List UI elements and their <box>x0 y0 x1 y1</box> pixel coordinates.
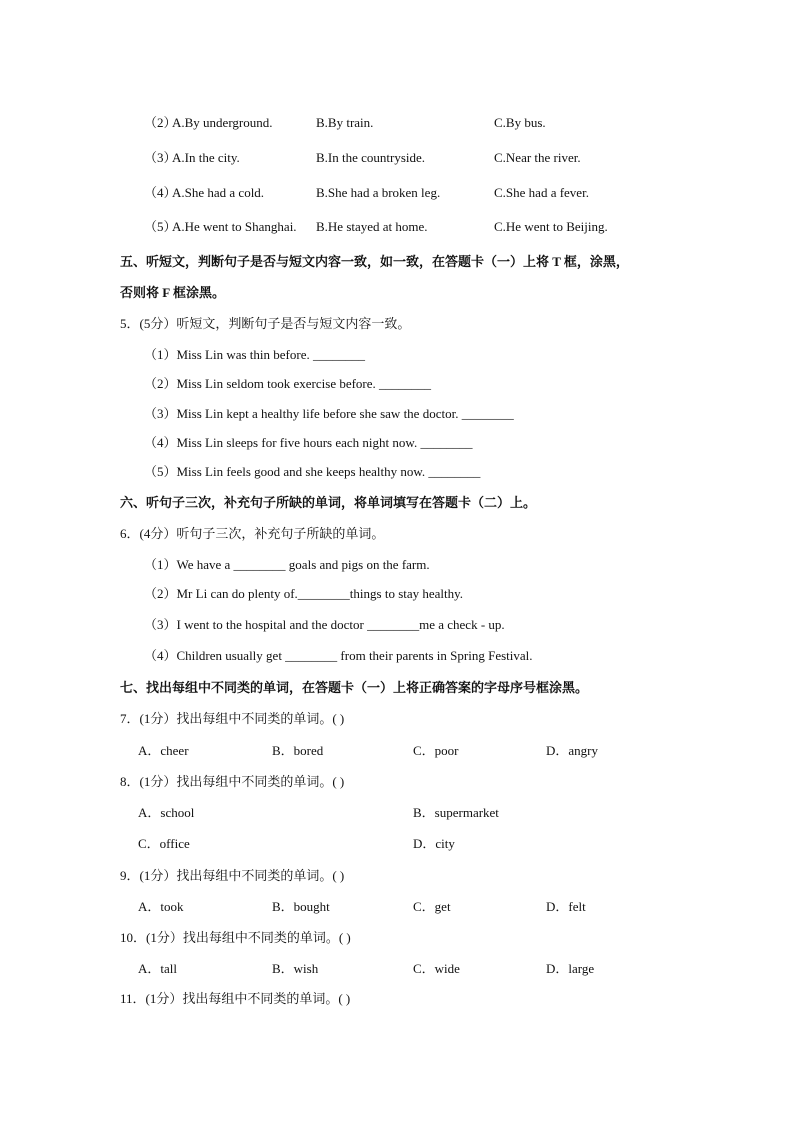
q8-option-d: D．city <box>413 836 455 851</box>
question-10-stem: 10．(1分）找出每组中不同类的单词。( ) <box>120 930 351 945</box>
q9-option-c: C．get <box>413 899 451 914</box>
q10-option-d: D．large <box>546 961 595 976</box>
q7-option-c: C．poor <box>413 743 459 758</box>
fill-item-4: （4）Children usually get ________ from their parents in Spring Festival. <box>144 648 533 663</box>
question-8-stem: 8．(1分）找出每组中不同类的单词。( ) <box>120 774 345 789</box>
item-number: （2） <box>144 115 177 130</box>
q10-option-b: B．wish <box>272 961 319 976</box>
q10-option-c: C．wide <box>413 961 460 976</box>
option-b: B.In the countryside. <box>316 150 426 165</box>
q7-option-b: B．bored <box>272 743 324 758</box>
section-five-heading-cont: 否则将 F 框涂黑。 <box>120 285 225 300</box>
option-b: B.By train. <box>316 115 374 130</box>
q7-option-d: D．angry <box>546 743 598 758</box>
fill-item-2: （2）Mr Li can do plenty of.________things to stay healthy. <box>144 586 464 601</box>
section-five-heading: 五、听短文，判断句子是否与短文内容一致，如一致，在答题卡（一）上将 T 框，涂黑， <box>120 254 629 269</box>
q10-option-a: A．tall <box>138 961 177 976</box>
tf-item-5: （5）Miss Lin feels good and she keeps healthy now. ________ <box>144 464 481 479</box>
tf-item-3: （3）Miss Lin kept a healthy life before she saw the doctor. ________ <box>144 406 514 421</box>
item-number: （4） <box>144 185 177 200</box>
option-c: C.Near the river. <box>494 150 581 165</box>
question-11-stem: 11．(1分）找出每组中不同类的单词。( ) <box>120 991 351 1006</box>
question-6-stem: 6．(4分）听句子三次，补充句子所缺的单词。 <box>120 526 385 541</box>
option-a: A.She had a cold. <box>172 185 265 200</box>
fill-item-1: （1）We have a ________ goals and pigs on the farm. <box>144 557 430 572</box>
tf-item-4: （4）Miss Lin sleeps for five hours each night now. ________ <box>144 435 473 450</box>
option-a: A.He went to Shanghai. <box>172 219 297 234</box>
option-c: C.He went to Beijing. <box>494 219 608 234</box>
q9-option-a: A．took <box>138 899 184 914</box>
tf-item-2: （2）Miss Lin seldom took exercise before. ________ <box>144 376 432 391</box>
q7-option-a: A．cheer <box>138 743 189 758</box>
question-7-stem: 7．(1分）找出每组中不同类的单词。( ) <box>120 711 345 726</box>
q8-option-a: A．school <box>138 805 195 820</box>
q9-option-d: D．felt <box>546 899 586 914</box>
option-b: B.He stayed at home. <box>316 219 428 234</box>
fill-item-3: （3）I went to the hospital and the doctor ________me a check - up. <box>144 617 505 632</box>
option-a: A.By underground. <box>172 115 273 130</box>
option-b: B.She had a broken leg. <box>316 185 441 200</box>
tf-item-1: （1）Miss Lin was thin before. ________ <box>144 347 365 362</box>
option-c: C.By bus. <box>494 115 546 130</box>
question-9-stem: 9．(1分）找出每组中不同类的单词。( ) <box>120 868 345 883</box>
option-c: C.She had a fever. <box>494 185 589 200</box>
item-number: （5） <box>144 219 177 234</box>
question-5-stem: 5．(5分）听短文，判断句子是否与短文内容一致。 <box>120 316 411 331</box>
section-six-heading: 六、听句子三次，补充句子所缺的单词，将单词填写在答题卡（二）上。 <box>120 495 537 510</box>
section-seven-heading: 七、找出每组中不同类的单词，在答题卡（一）上将正确答案的字母序号框涂黑。 <box>120 680 589 695</box>
q9-option-b: B．bought <box>272 899 330 914</box>
q8-option-c: C．office <box>138 836 190 851</box>
q8-option-b: B．supermarket <box>413 805 499 820</box>
option-a: A.In the city. <box>172 150 240 165</box>
item-number: （3） <box>144 150 177 165</box>
